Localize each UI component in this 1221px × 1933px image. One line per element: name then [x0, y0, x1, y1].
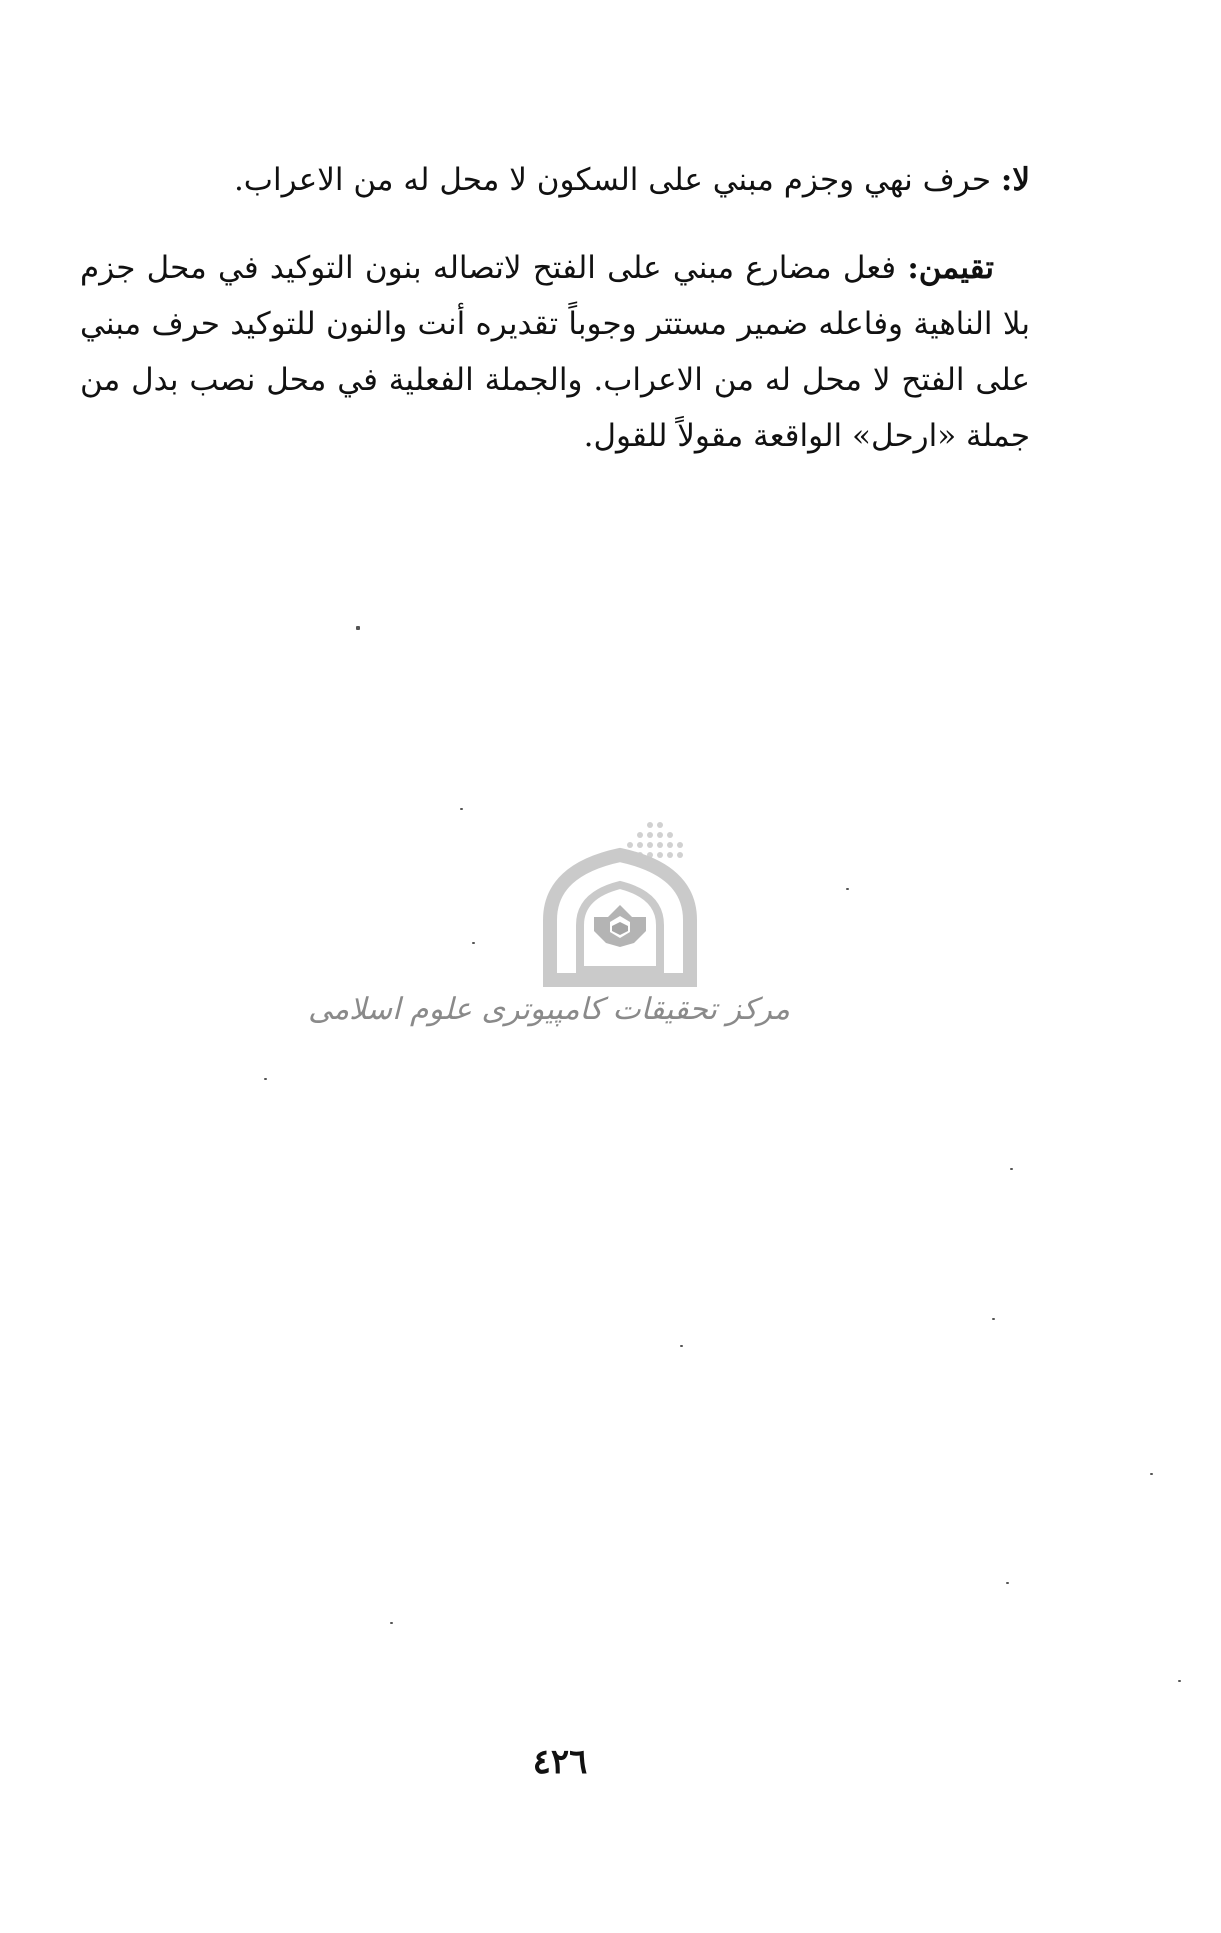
scan-speck [1006, 1582, 1009, 1584]
scan-speck [390, 1622, 393, 1624]
entry-text: فعل مضارع مبني على الفتح لاتصاله بنون التوكيد في محل جزم بلا الناهية وفاعله ضمير مستتر وجوباً تقديره أنت والنون للتوكيد حرف مبني على الفتح لا محل له من الاعراب. والجملة الفعلية في محل نصب بدل من جملة «ارحل» الواقعة مقولاً للقول. [80, 250, 1030, 454]
scan-speck [460, 808, 463, 810]
scan-speck [992, 1318, 995, 1320]
scan-speck [846, 888, 849, 890]
watermark-logo-icon [308, 810, 800, 1070]
scan-speck [1010, 1168, 1013, 1170]
scan-speck [1150, 1473, 1153, 1475]
scan-speck [264, 1078, 267, 1080]
page-number: ٤٢٦ [532, 1742, 588, 1782]
scan-speck [1178, 1680, 1181, 1682]
scan-speck [356, 626, 360, 630]
entry-taqiman [80, 240, 1030, 464]
entry-term: تقيمن: [907, 250, 994, 286]
entry-term: لا: [1000, 162, 1030, 198]
entry-text: حرف نهي وجزم مبني على السكون لا محل له من الاعراب. [233, 162, 992, 198]
scan-speck [680, 1345, 683, 1347]
watermark-caption: مرکز تحقیقات کامپیوتری علوم اسلامی [308, 992, 790, 1027]
scan-speck [472, 942, 475, 944]
entry-la [80, 152, 1030, 208]
